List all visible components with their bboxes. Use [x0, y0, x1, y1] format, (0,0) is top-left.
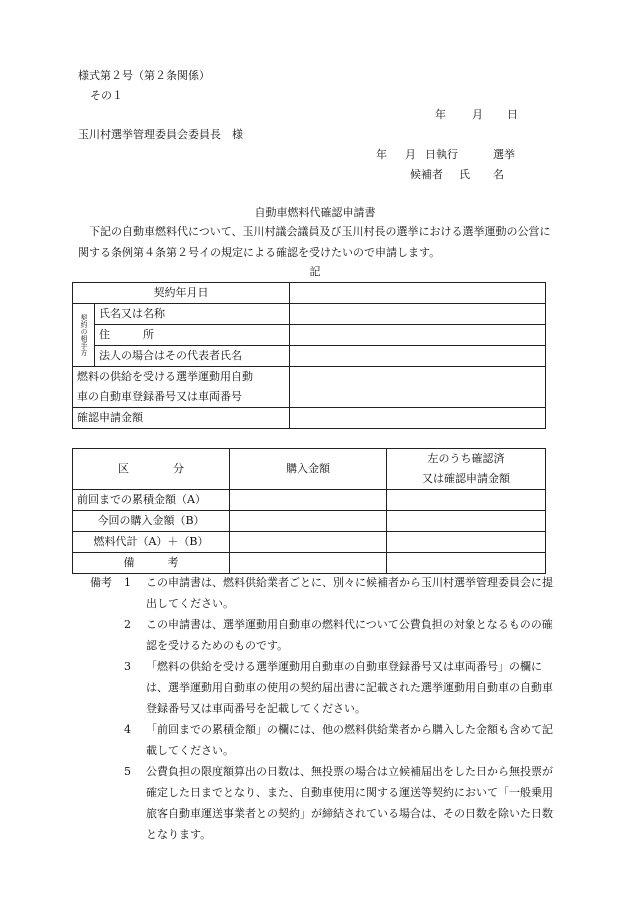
party-representative-value[interactable]: [290, 346, 546, 367]
row-label-current: 今回の購入金額（B）: [73, 511, 230, 532]
election-year: 年: [376, 148, 387, 161]
addressee: 玉川村選挙管理委員会委員長 様: [78, 128, 243, 141]
current-purchase-value[interactable]: [230, 511, 387, 532]
request-amount-label: 確認申請金額: [73, 408, 290, 429]
purchase-header: 購入金額: [230, 449, 387, 490]
amount-table: [72, 448, 546, 574]
contract-party-label: 契約の相手方: [73, 304, 95, 367]
note-text: 公費負担の限度額算出の日数は、無投票の場合は立候補届出をした日から無投票が確定した日までとなり、また、自動車使用に関する運送等契約において「一般乗用旅客自動車運送事業者との契約」が締結されている場合は、その日数を除いた日数となります。: [146, 765, 553, 841]
vehicle-label-line1: 燃料の供給を受ける選挙運動用自動: [77, 370, 253, 383]
note-item: [78, 719, 558, 761]
total-purchase-value[interactable]: [230, 532, 387, 553]
candidate-label: 候補者: [410, 168, 443, 181]
current-confirmed-value[interactable]: [387, 511, 546, 532]
sub-number: その１: [90, 89, 123, 102]
row-label-cumulative: 前回までの累積金額（A）: [73, 490, 230, 511]
remarks-purchase-value[interactable]: [230, 553, 387, 574]
note-item: [78, 572, 558, 614]
date-day: 日: [507, 108, 518, 121]
remarks-confirmed-value[interactable]: [387, 553, 546, 574]
contract-date-value[interactable]: [290, 283, 546, 304]
election-day-exec: 日執行: [425, 148, 458, 161]
total-confirmed-value[interactable]: [387, 532, 546, 553]
party-name-value[interactable]: [290, 304, 546, 325]
note-item: [78, 761, 558, 845]
candidate-name1: 氏: [459, 168, 470, 181]
notes-section: [78, 572, 558, 845]
note-number: 2: [124, 618, 131, 631]
row-label-remarks: 備 考: [73, 553, 230, 574]
ki-marker: 記: [309, 265, 321, 278]
vehicle-number-value[interactable]: [290, 367, 546, 408]
cumulative-confirmed-value[interactable]: [387, 490, 546, 511]
category-header: 区 分: [73, 449, 230, 490]
document-title: 自動車燃料代確認申請書: [254, 206, 376, 219]
note-text: 「燃料の供給を受ける選挙運動用自動車の自動車登録番号又は車両番号」の欄には、選挙運動用自動車の使用の契約届出書に記載された選挙運動用自動車の自動車登録番号又は車両番号を記載してください。: [146, 660, 553, 715]
note-number: 4: [124, 723, 131, 736]
election-type: 選挙: [493, 148, 515, 161]
note-text: この申請書は、選挙運動用自動車の燃料代について公費負担の対象となるものの確認を受けるためのものです。: [146, 618, 553, 652]
contract-table: [72, 282, 546, 429]
vehicle-label-line2: 車の自動車登録番号又は車両番号: [77, 390, 242, 403]
note-number: 5: [124, 765, 131, 778]
party-representative-label: 法人の場合はその代表者氏名: [95, 346, 290, 367]
note-item: [78, 614, 558, 656]
notes-label: 備考: [90, 576, 112, 589]
intro-paragraph: 下記の自動車燃料代について、玉川村議会議員及び玉川村長の選挙における選挙運動の公営に関する条例第４条第２号イの規定による確認を受けたいので申請します。: [78, 225, 551, 259]
note-text: 「前回までの累積金額」の欄には、他の燃料供給業者から購入した金額も含めて記載してください。: [146, 723, 553, 757]
vehicle-number-label: [73, 367, 290, 408]
request-amount-value[interactable]: [290, 408, 546, 429]
candidate-name2: 名: [493, 168, 504, 181]
form-number: 様式第２号（第２条関係）: [78, 69, 210, 82]
note-number: 3: [124, 660, 131, 673]
party-address-value[interactable]: [290, 325, 546, 346]
date-month: 月: [472, 108, 483, 121]
date-year: 年: [435, 108, 446, 121]
note-text: この申請書は、燃料供給業者ごとに、別々に候補者から玉川村選挙管理委員会に提出してください。: [146, 576, 553, 610]
cumulative-purchase-value[interactable]: [230, 490, 387, 511]
election-month: 月: [405, 148, 416, 161]
note-number: 1: [124, 576, 131, 589]
confirmed-header-line1: 左のうち確認済: [427, 452, 505, 465]
party-name-label: 氏名又は名称: [95, 304, 290, 325]
party-address-label: 住 所: [95, 325, 290, 346]
row-label-total: 燃料代計（A）＋（B）: [73, 532, 230, 553]
confirmed-header: [387, 449, 546, 490]
note-item: [78, 656, 558, 719]
contract-date-label: 契約年月日: [73, 283, 290, 304]
confirmed-header-line2: 又は確認申請金額: [422, 472, 510, 485]
